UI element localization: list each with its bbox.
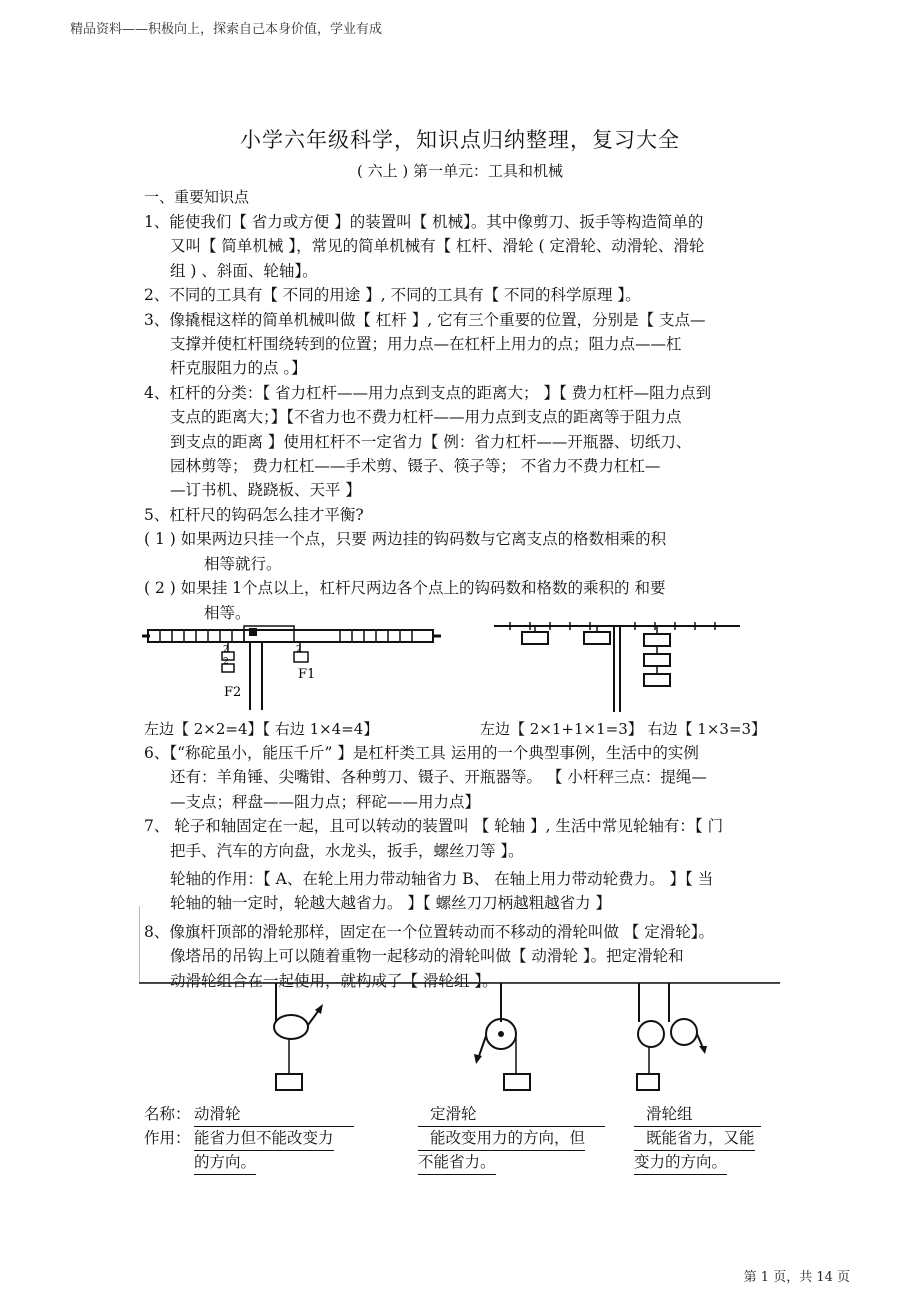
item-7b-line: 轮轴的作用：【 A、在轮上用力带动轴省力 B、 在轴上用力带动轮费力。 】【 当	[170, 870, 714, 889]
lever-diagram-left	[140, 622, 485, 712]
page-number: 第 1 页，共 14 页	[743, 1270, 850, 1285]
pulley-use: 既能省力，又能	[634, 1126, 755, 1151]
weight-label: 2	[223, 657, 229, 667]
pulley-use: 能省力但不能改变力	[194, 1126, 334, 1151]
pulley-name: 滑轮组	[634, 1102, 761, 1127]
page-title: 小学六年级科学，知识点归纳整理，复习大全	[240, 128, 680, 152]
item-8-line: 动滑轮组合在一起使用，就构成了【 滑轮组 】。	[170, 971, 498, 990]
item-5a-line: 相等就行。	[204, 554, 282, 573]
lever-diagram-right	[490, 618, 750, 714]
item-4-line: 支点的距离大；】【不省力也不费力杠杆——用力点到支点的距离等于阻力点	[170, 408, 682, 427]
page-header: 精品资料——积极向上，探索自己本身价值，学业有成	[70, 22, 383, 37]
item-4-line: 到支点的距离 】使用杠杆不一定省力【 例：省力杠杆——开瓶器、切纸刀、	[170, 432, 692, 451]
name-label: 名称：	[144, 1105, 191, 1123]
lever-caption-left: 左边【 2×2=4】【 右边 1×4=4】	[144, 720, 379, 738]
item-5b-line: ( 2 ) 如果挂 1个点以上，杠杆尺两边各个点上的钩码数和格数的乘积的 和要	[144, 579, 666, 598]
use-label: 作用：	[144, 1129, 191, 1147]
item-4-line: 4、杠杆的分类：【 省力杠杆——用力点到支点的距离大； 】【 费力杠杆—阻力点到	[144, 383, 712, 402]
weight-label: 2	[223, 645, 229, 655]
force-label-f2: F2	[224, 685, 242, 700]
item-6-line: —支点；秤盘——阻力点；秤砣——用力点】	[170, 792, 481, 811]
item-2-line: 2、不同的工具有【 不同的用途 】, 不同的工具有【 不同的科学原理 】。	[144, 286, 641, 305]
item-7-line: 把手、汽车的方向盘，水龙头，扳手，螺丝刀等 】。	[170, 841, 524, 860]
item-5a-line: ( 1 ) 如果两边只挂一个点，只要 两边挂的钩码数与它离支点的格数相乘的积	[144, 530, 667, 549]
item-8-line: 像塔吊的吊钩上可以随着重物一起移动的滑轮叫做【 动滑轮 】。把定滑轮和	[170, 947, 684, 966]
pulley-use: 变力的方向。	[634, 1150, 727, 1175]
pulley-diagrams	[139, 982, 780, 1094]
item-6-line: 还有：羊角锤、尖嘴钳、各种剪刀、镊子、开瓶器等。 【 小杆秤三点：提绳—	[170, 768, 707, 787]
pulley-name: 动滑轮	[194, 1102, 354, 1127]
item-4-line: —订书机、跷跷板、天平 】	[170, 481, 361, 500]
weight-label: 2	[296, 645, 302, 655]
item-1-line: 1、能使我们【 省力或方便 】的装置叫【 机械】。其中像剪刀、扳手等构造简单的	[144, 213, 704, 231]
item-8-frame	[139, 906, 781, 983]
pulley-use: 的方向。	[194, 1150, 256, 1175]
item-8-line: 8、像旗杆顶部的滑轮那样，固定在一个位置转动而不移动的滑轮叫做 【 定滑轮】。	[144, 922, 714, 941]
item-7b-line: 轮轴的轴一定时，轮越大越省力。 】【 螺丝刀刀柄越粗越省力 】	[170, 894, 612, 913]
item-3-line: 支撑并使杠杆围绕转到的位置；用力点—在杠杆上用力的点；阻力点——杠	[170, 335, 682, 354]
pulley-use: 能改变用力的方向，但	[418, 1126, 585, 1151]
unit-subtitle: ( 六上 ) 第一单元：工具和机械	[356, 162, 563, 180]
item-6-line: 6、【“称砣虽小，能压千斤” 】是杠杆类工具 运用的一个典型事例，生活中的实例	[144, 744, 699, 762]
item-4-line: 园林剪等； 费力杠杠——手术剪、镊子、筷子等； 不省力不费力杠杠—	[170, 457, 661, 476]
force-label-f1: F1	[298, 667, 316, 682]
item-7-line: 7、 轮子和轴固定在一起，且可以转动的装置叫 【 轮轴 】, 生活中常见轮轴有：【 门	[144, 817, 724, 836]
item-1-line: 组 ) 、斜面、轮轴】。	[170, 261, 318, 280]
pulley-comparison	[144, 1102, 794, 1174]
item-5-line: 5、杠杆尺的钩码怎么挂才平衡?	[144, 505, 364, 524]
item-3-line: 杆克服阻力的点 。】	[170, 359, 307, 378]
pulley-use: 不能省力。	[418, 1150, 496, 1175]
item-5b-line: 相等。	[204, 603, 251, 622]
section-heading: 一、重要知识点	[144, 188, 250, 206]
knowledge-list-1	[144, 210, 784, 625]
item-1-line: 又叫【 简单机械 】，常见的简单机械有【 杠杆、滑轮 ( 定滑轮、动滑轮、滑轮	[170, 237, 705, 256]
item-3-line: 3、像撬棍这样的简单机械叫做【 杠杆 】, 它有三个重要的位置，分别是【 支点—	[144, 310, 706, 329]
pulley-name: 定滑轮	[418, 1102, 605, 1127]
lever-caption-right: 左边【 2×1+1×1=3】 右边【 1×3=3】	[480, 720, 767, 738]
